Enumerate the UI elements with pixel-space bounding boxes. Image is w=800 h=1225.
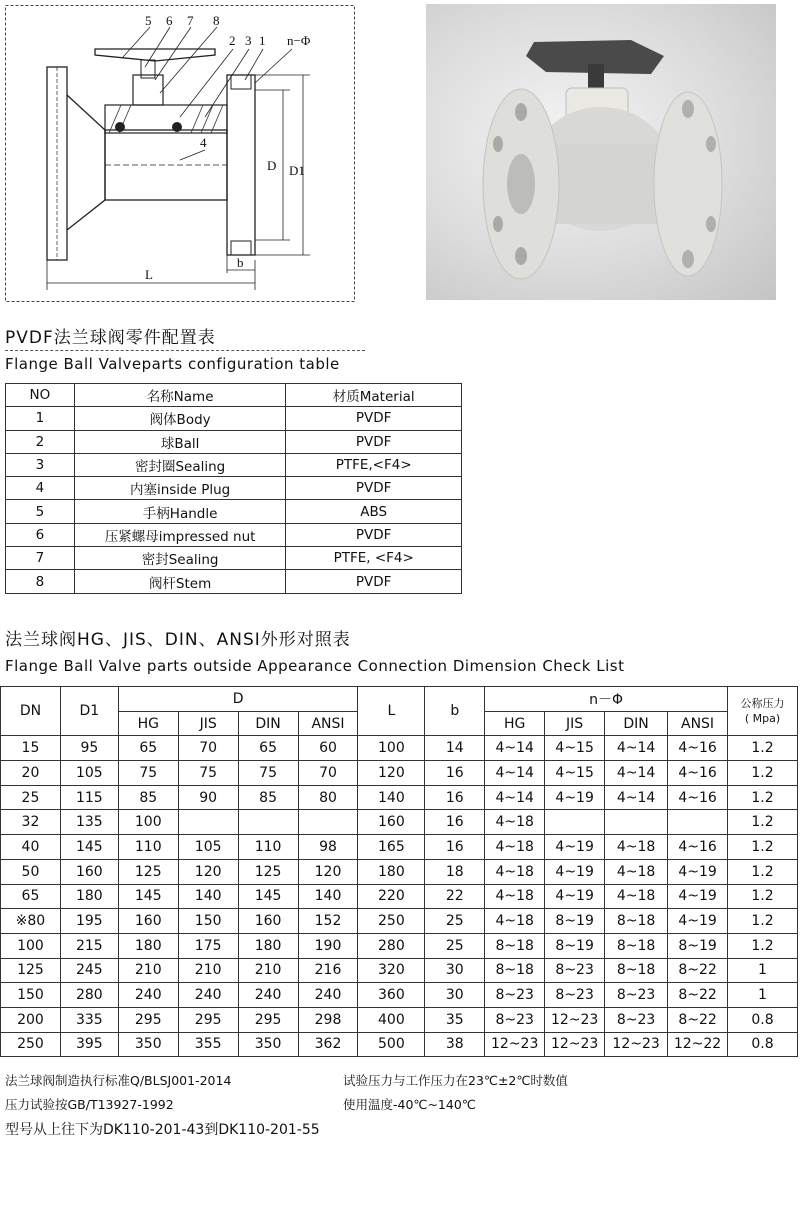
table-cell: 500	[358, 1032, 425, 1057]
table-cell: 7	[6, 547, 75, 570]
table-cell: 30	[425, 983, 485, 1008]
table-cell: 密封Sealing	[74, 547, 286, 570]
table-row	[1, 761, 798, 786]
table-cell: PVDF	[286, 477, 462, 500]
table-cell: 240	[298, 983, 358, 1008]
table-row	[6, 570, 462, 593]
table-cell: 0.8	[728, 1032, 798, 1057]
table-cell: 5	[6, 500, 75, 523]
table-cell: 手柄Handle	[74, 500, 286, 523]
table-cell: 160	[358, 810, 425, 835]
table-cell: 25	[1, 785, 61, 810]
table-cell: 240	[178, 983, 238, 1008]
valve-photo-svg	[426, 4, 776, 300]
valve-product-photo	[426, 4, 776, 300]
table-cell: 100	[358, 736, 425, 761]
table-cell: 250	[1, 1032, 61, 1057]
header-din: DIN	[605, 711, 668, 736]
table-cell: 8~18	[605, 958, 668, 983]
table-cell: 180	[118, 933, 178, 958]
header-d1: D1	[60, 687, 118, 736]
table-cell: 150	[178, 909, 238, 934]
drawing-svg	[5, 5, 355, 302]
table-cell: 8~23	[545, 958, 605, 983]
table-cell: 120	[178, 859, 238, 884]
dim-d1-label: D1	[289, 163, 305, 178]
table-cell: 4~19	[668, 884, 728, 909]
header-l: L	[358, 687, 425, 736]
table-cell: 8~23	[605, 983, 668, 1008]
table-cell: 1.2	[728, 933, 798, 958]
header-cell: NO	[6, 384, 75, 407]
table-cell: 1.2	[728, 859, 798, 884]
table-cell: 75	[118, 761, 178, 786]
table-cell: 1	[6, 407, 75, 430]
part-label: 1	[259, 33, 266, 48]
table-cell: 295	[178, 1007, 238, 1032]
table-cell: 4~19	[545, 835, 605, 860]
table-cell: 105	[178, 835, 238, 860]
table-cell: 160	[238, 909, 298, 934]
table-cell: 85	[118, 785, 178, 810]
table-cell	[178, 810, 238, 835]
table-row	[6, 407, 462, 430]
table-cell: 8~19	[668, 933, 728, 958]
table-cell	[545, 810, 605, 835]
table-cell: 12~23	[545, 1007, 605, 1032]
table-cell: 152	[298, 909, 358, 934]
header-ansi: ANSI	[298, 711, 358, 736]
table-cell: 125	[1, 958, 61, 983]
table-cell: 密封圈Sealing	[74, 453, 286, 476]
table-cell: 190	[298, 933, 358, 958]
table-cell	[298, 810, 358, 835]
table-cell: 160	[60, 859, 118, 884]
table-cell: 65	[118, 736, 178, 761]
table-cell: 1.2	[728, 909, 798, 934]
table-cell: 4~18	[605, 835, 668, 860]
header-pressure	[728, 687, 798, 736]
table-cell: 75	[238, 761, 298, 786]
table-cell: 362	[298, 1032, 358, 1057]
table-row	[1, 1032, 798, 1057]
table-cell: PVDF	[286, 430, 462, 453]
table-cell: 280	[358, 933, 425, 958]
table-cell: 180	[358, 859, 425, 884]
table-cell: 16	[425, 785, 485, 810]
table-row	[6, 453, 462, 476]
table-cell: 210	[238, 958, 298, 983]
table-cell: 18	[425, 859, 485, 884]
table-cell: 8~18	[605, 909, 668, 934]
table-cell: 16	[425, 810, 485, 835]
table-cell: 8~19	[545, 933, 605, 958]
table-cell: PVDF	[286, 407, 462, 430]
table-cell: 110	[238, 835, 298, 860]
table-header-row	[6, 384, 462, 407]
table-cell: 8~18	[485, 958, 545, 983]
table-cell: 8~22	[668, 1007, 728, 1032]
table-cell: 8~22	[668, 958, 728, 983]
table-cell: 35	[425, 1007, 485, 1032]
table-cell: 355	[178, 1032, 238, 1057]
table-cell: 8~23	[485, 983, 545, 1008]
header-jis: JIS	[545, 711, 605, 736]
table-row	[1, 958, 798, 983]
table-row	[1, 736, 798, 761]
table-cell: 135	[60, 810, 118, 835]
table-cell: 1.2	[728, 785, 798, 810]
header-b: b	[425, 687, 485, 736]
table-cell: 4~14	[605, 785, 668, 810]
table-cell: 15	[1, 736, 61, 761]
table-cell: 350	[118, 1032, 178, 1057]
table-cell: 22	[425, 884, 485, 909]
table-row	[6, 500, 462, 523]
table-cell: 2	[6, 430, 75, 453]
table-cell: 8~18	[605, 933, 668, 958]
header-jis: JIS	[178, 711, 238, 736]
table-cell: 3	[6, 453, 75, 476]
table-cell: 85	[238, 785, 298, 810]
config-title-divider	[5, 350, 365, 351]
table-cell: ABS	[286, 500, 462, 523]
table-cell: 4~14	[605, 761, 668, 786]
table-cell: 75	[178, 761, 238, 786]
header-cell: 名称Name	[74, 384, 286, 407]
table-cell: 120	[298, 859, 358, 884]
dims-title-en: Flange Ball Valve parts outside Appearance Connection Dimension Check List	[5, 657, 625, 675]
table-cell: 1	[728, 958, 798, 983]
dim-d-label: D	[267, 158, 277, 173]
table-cell: 4~18	[605, 859, 668, 884]
table-cell: 125	[238, 859, 298, 884]
table-cell: 240	[118, 983, 178, 1008]
header-din: DIN	[238, 711, 298, 736]
table-cell: 6	[6, 523, 75, 546]
table-cell: ※80	[1, 909, 61, 934]
table-cell: 200	[1, 1007, 61, 1032]
table-cell: 110	[118, 835, 178, 860]
table-cell: 32	[1, 810, 61, 835]
table-row	[1, 835, 798, 860]
table-cell: 120	[358, 761, 425, 786]
table-cell: 145	[60, 835, 118, 860]
table-cell: 4~19	[545, 884, 605, 909]
table-cell: 16	[425, 761, 485, 786]
table-cell: PTFE,<F4>	[286, 453, 462, 476]
table-row	[6, 523, 462, 546]
table-cell: 80	[298, 785, 358, 810]
table-cell: 100	[118, 810, 178, 835]
part-label: 8	[213, 13, 220, 28]
table-cell: 400	[358, 1007, 425, 1032]
table-cell: 1.2	[728, 761, 798, 786]
table-cell: 70	[298, 761, 358, 786]
table-row	[6, 477, 462, 500]
table-cell: 8~23	[485, 1007, 545, 1032]
table-row	[6, 430, 462, 453]
dims-title-cn: 法兰球阀HG、JIS、DIN、ANSI外形对照表	[5, 630, 351, 650]
table-cell: 阀体Body	[74, 407, 286, 430]
part-label: 5	[145, 13, 152, 28]
table-cell: 4~18	[485, 859, 545, 884]
table-cell: 210	[178, 958, 238, 983]
table-cell	[238, 810, 298, 835]
table-cell: 280	[60, 983, 118, 1008]
valve-section-drawing	[5, 5, 355, 302]
table-cell: 180	[60, 884, 118, 909]
table-cell: 210	[118, 958, 178, 983]
table-row	[1, 785, 798, 810]
table-cell: 140	[358, 785, 425, 810]
table-cell: 240	[238, 983, 298, 1008]
table-cell: 295	[238, 1007, 298, 1032]
table-cell: 70	[178, 736, 238, 761]
part-label: 3	[245, 33, 252, 48]
header-hg: HG	[485, 711, 545, 736]
table-cell: 8~19	[545, 909, 605, 934]
table-cell: 335	[60, 1007, 118, 1032]
table-row	[1, 810, 798, 835]
table-cell: 4~19	[668, 859, 728, 884]
table-cell: 8~23	[545, 983, 605, 1008]
note-temperature: 使用温度-40℃~140℃	[343, 1097, 476, 1112]
dimension-table	[0, 686, 798, 1057]
note-standard: 法兰球阀制造执行标准Q/BLSJ001-2014	[5, 1073, 232, 1088]
table-cell: 60	[298, 736, 358, 761]
table-cell: 145	[238, 884, 298, 909]
table-cell: 8~23	[605, 1007, 668, 1032]
table-row	[1, 1007, 798, 1032]
table-cell: 395	[60, 1032, 118, 1057]
table-cell: 195	[60, 909, 118, 934]
table-cell: 4~14	[485, 761, 545, 786]
table-cell: PVDF	[286, 570, 462, 593]
table-cell: 8~18	[485, 933, 545, 958]
nphi-label: n−Φ	[287, 33, 311, 48]
table-row	[1, 933, 798, 958]
table-row	[1, 983, 798, 1008]
table-cell: 140	[298, 884, 358, 909]
table-cell: 215	[60, 933, 118, 958]
table-cell: 115	[60, 785, 118, 810]
table-cell: 球Ball	[74, 430, 286, 453]
table-cell	[668, 810, 728, 835]
table-cell: 65	[238, 736, 298, 761]
table-cell	[605, 810, 668, 835]
dim-l-label: L	[145, 267, 153, 282]
config-title-cn: PVDF法兰球阀零件配置表	[5, 328, 216, 348]
table-cell: 4~19	[545, 859, 605, 884]
table-cell: 145	[118, 884, 178, 909]
table-cell: 4~14	[485, 736, 545, 761]
table-row	[1, 909, 798, 934]
table-cell: 4~18	[485, 909, 545, 934]
table-cell: 25	[425, 909, 485, 934]
table-cell: 阀杆Stem	[74, 570, 286, 593]
note-test-pressure: 试验压力与工作压力在23℃±2℃时数值	[343, 1073, 568, 1088]
table-cell: 20	[1, 761, 61, 786]
table-cell: 298	[298, 1007, 358, 1032]
table-cell: 4~15	[545, 736, 605, 761]
table-cell: 4~16	[668, 761, 728, 786]
table-cell: 50	[1, 859, 61, 884]
table-cell: 98	[298, 835, 358, 860]
table-cell: 175	[178, 933, 238, 958]
table-cell: 140	[178, 884, 238, 909]
table-cell: 165	[358, 835, 425, 860]
table-cell: 245	[60, 958, 118, 983]
table-cell: 4~14	[605, 736, 668, 761]
table-cell: 12~23	[485, 1032, 545, 1057]
dim-b-label: b	[237, 255, 244, 270]
table-cell: 压紧螺母impressed nut	[74, 523, 286, 546]
table-cell: 160	[118, 909, 178, 934]
table-cell: 125	[118, 859, 178, 884]
config-title-en: Flange Ball Valveparts configuration table	[5, 355, 340, 373]
table-row	[1, 859, 798, 884]
table-cell: 30	[425, 958, 485, 983]
table-cell: 12~22	[668, 1032, 728, 1057]
table-cell: 8	[6, 570, 75, 593]
table-cell: PVDF	[286, 523, 462, 546]
table-cell: 4~16	[668, 835, 728, 860]
table-cell: 14	[425, 736, 485, 761]
table-cell: 4~19	[545, 785, 605, 810]
table-cell: 350	[238, 1032, 298, 1057]
table-cell: 1.2	[728, 884, 798, 909]
table-cell: 25	[425, 933, 485, 958]
table-cell: 360	[358, 983, 425, 1008]
table-row	[1, 884, 798, 909]
table-cell: 4~16	[668, 736, 728, 761]
table-cell: 1	[728, 983, 798, 1008]
table-cell: 220	[358, 884, 425, 909]
table-cell: 65	[1, 884, 61, 909]
table-cell: 12~23	[605, 1032, 668, 1057]
table-cell: 4~18	[485, 810, 545, 835]
table-cell: 1.2	[728, 835, 798, 860]
pressure-unit: ( Mpa)	[744, 712, 781, 726]
part-label: 2	[229, 33, 236, 48]
table-cell: 4~18	[485, 835, 545, 860]
header-d: D	[118, 687, 358, 712]
table-cell: 90	[178, 785, 238, 810]
table-cell: 95	[60, 736, 118, 761]
note-test-method: 压力试验按GB/T13927-1992	[5, 1097, 174, 1112]
table-cell: PTFE, <F4>	[286, 547, 462, 570]
table-cell: 4~16	[668, 785, 728, 810]
note-models: 型号从上往下为DK110-201-43到DK110-201-55	[5, 1122, 320, 1138]
table-cell: 100	[1, 933, 61, 958]
header-nphi: n－Φ	[485, 687, 728, 712]
table-cell: 4~14	[485, 785, 545, 810]
header-cell: 材质Material	[286, 384, 462, 407]
pressure-label: 公称压力	[740, 696, 785, 710]
table-cell: 40	[1, 835, 61, 860]
table-cell: 38	[425, 1032, 485, 1057]
header-dn: DN	[1, 687, 61, 736]
table-cell: 320	[358, 958, 425, 983]
table-cell: 4~15	[545, 761, 605, 786]
config-table	[5, 383, 462, 594]
part-label: 4	[200, 135, 207, 150]
table-cell: 4~19	[668, 909, 728, 934]
table-cell: 250	[358, 909, 425, 934]
table-cell: 1.2	[728, 736, 798, 761]
table-row	[6, 547, 462, 570]
table-cell: 150	[1, 983, 61, 1008]
table-cell: 0.8	[728, 1007, 798, 1032]
table-cell: 216	[298, 958, 358, 983]
table-cell: 180	[238, 933, 298, 958]
table-cell: 1.2	[728, 810, 798, 835]
table-cell: 4~18	[485, 884, 545, 909]
table-header-row	[1, 687, 798, 712]
table-cell: 105	[60, 761, 118, 786]
part-label: 7	[187, 13, 194, 28]
table-cell: 12~23	[545, 1032, 605, 1057]
header-hg: HG	[118, 711, 178, 736]
table-cell: 8~22	[668, 983, 728, 1008]
table-cell: 16	[425, 835, 485, 860]
table-cell: 4	[6, 477, 75, 500]
header-ansi: ANSI	[668, 711, 728, 736]
table-cell: 4~18	[605, 884, 668, 909]
table-cell: 295	[118, 1007, 178, 1032]
table-cell: 内塞inside Plug	[74, 477, 286, 500]
part-label: 6	[166, 13, 173, 28]
